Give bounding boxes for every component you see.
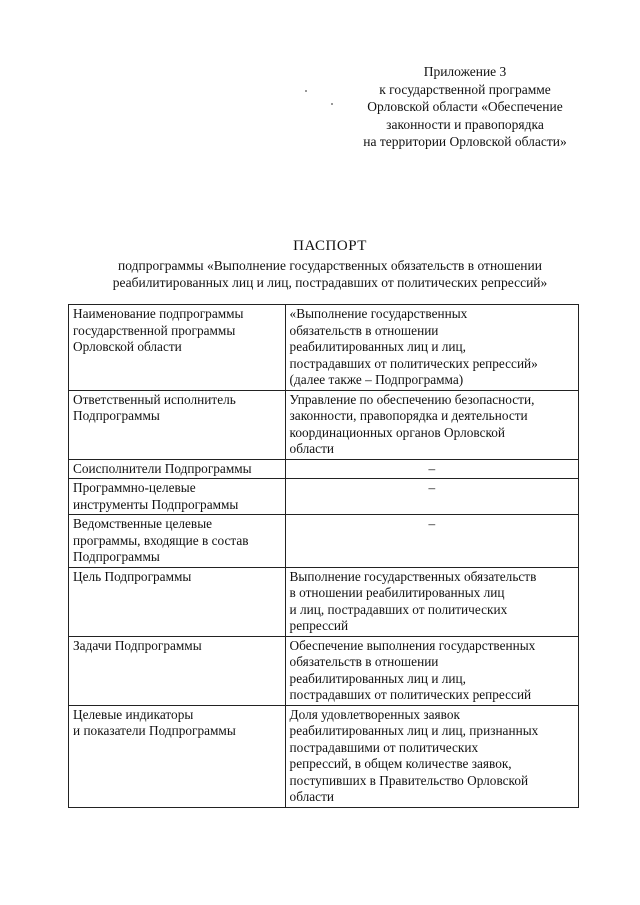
appendix-line: законности и правопорядка: [386, 116, 544, 132]
passport-row: [69, 459, 579, 479]
row-label-cell: [69, 390, 286, 459]
passport-row: [69, 567, 579, 636]
row-label-line: и показатели Подпрограммы: [73, 723, 236, 738]
passport-table-body: [69, 305, 579, 808]
passport-row: [69, 479, 579, 515]
row-value-cell: [285, 479, 578, 515]
row-value-line: Обеспечение выполнения государственных: [289, 637, 536, 653]
row-value-line: –: [428, 480, 436, 495]
row-value-line: –: [428, 460, 436, 476]
row-value-line: реабилитированных лиц и лиц,: [289, 670, 466, 686]
row-value-line: –: [428, 516, 436, 531]
row-label-cell: [69, 459, 286, 479]
row-value-line: обязательств в отношении: [289, 322, 439, 338]
document-title: ПАСПОРТ: [293, 238, 367, 254]
row-label-cell: [69, 305, 286, 391]
row-value-line: пострадавших от политических репрессий: [289, 687, 532, 702]
document-subtitle: [60, 257, 600, 291]
row-label-line: Орловской области: [73, 339, 182, 354]
passport-row: [69, 305, 579, 391]
row-value-cell: [285, 390, 578, 459]
row-label-line: Целевые индикаторы: [73, 706, 194, 722]
row-value-line: репрессий, в общем количестве заявок,: [289, 756, 512, 771]
appendix-line: к государственной программе: [379, 81, 551, 97]
row-label-line: Ответственный исполнитель: [73, 391, 236, 407]
row-label-line: государственной программы: [73, 322, 236, 338]
row-label-line: Наименование подпрограммы: [73, 306, 244, 321]
row-value-line: Управление по обеспечению безопасности,: [289, 391, 535, 407]
row-value-line: реабилитированных лиц и лиц,: [289, 339, 466, 354]
row-value-cell: [285, 305, 578, 391]
row-label-line: Подпрограммы: [73, 549, 160, 564]
row-value-line: обязательств в отношении: [289, 654, 439, 669]
document-heading: [60, 237, 600, 291]
row-label-line: инструменты Подпрограммы: [73, 496, 239, 512]
row-label-cell: [69, 567, 286, 636]
row-value-line: пострадавших от политических репрессий»: [289, 355, 538, 371]
subtitle-line: реабилитированных лиц и лиц, пострадавших от политических репрессий»: [112, 275, 548, 290]
row-value-line: Доля удовлетворенных заявок: [289, 706, 460, 722]
row-label-line: программы, входящие в состав: [73, 532, 249, 548]
row-value-line: поступивших в Правительство Орловской: [289, 772, 529, 788]
scan-speck: [305, 90, 307, 92]
passport-row: [69, 705, 579, 807]
row-value-cell: [285, 567, 578, 636]
row-value-cell: [285, 705, 578, 807]
row-value-line: области: [289, 789, 334, 804]
row-value-line: (далее также – Подпрограмма): [289, 372, 464, 387]
passport-table: [68, 304, 579, 808]
row-value-cell: [285, 636, 578, 705]
row-label-line: Программно-целевые: [73, 480, 196, 495]
row-value-line: «Выполнение государственных: [289, 306, 468, 321]
row-value-line: области: [289, 441, 334, 456]
row-value-line: законности, правопорядка и деятельности: [289, 408, 528, 423]
row-label-line: Подпрограммы: [73, 408, 160, 423]
passport-row: [69, 390, 579, 459]
passport-row: [69, 636, 579, 705]
subtitle-line: подпрограммы «Выполнение государственных обязательств в отношении: [118, 258, 542, 273]
row-label-line: Цель Подпрограммы: [73, 568, 192, 584]
scan-speck: [331, 103, 333, 105]
row-value-cell: [285, 515, 578, 568]
appendix-line: Орловской области «Обеспечение: [367, 99, 563, 114]
row-label-cell: [69, 479, 286, 515]
appendix-line: на территории Орловской области»: [363, 134, 567, 149]
row-label-line: Задачи Подпрограммы: [73, 637, 202, 653]
row-value-cell: [285, 459, 578, 479]
appendix-line: Приложение 3: [423, 64, 507, 79]
row-value-line: координационных органов Орловской: [289, 424, 506, 440]
row-label-cell: [69, 515, 286, 568]
row-value-line: репрессий: [289, 618, 349, 633]
row-value-line: Выполнение государственных обязательств: [289, 568, 537, 584]
row-value-line: пострадавшими от политических: [289, 739, 479, 755]
row-label-line: Ведомственные целевые: [73, 516, 213, 531]
row-label-line: Соисполнители Подпрограммы: [73, 460, 252, 476]
row-value-line: в отношении реабилитированных лиц: [289, 585, 505, 600]
row-label-cell: [69, 705, 286, 807]
passport-row: [69, 515, 579, 568]
row-value-line: реабилитированных лиц и лиц, признанных: [289, 723, 539, 738]
row-value-line: и лиц, пострадавших от политических: [289, 601, 508, 617]
appendix-note: [340, 63, 590, 151]
row-label-cell: [69, 636, 286, 705]
